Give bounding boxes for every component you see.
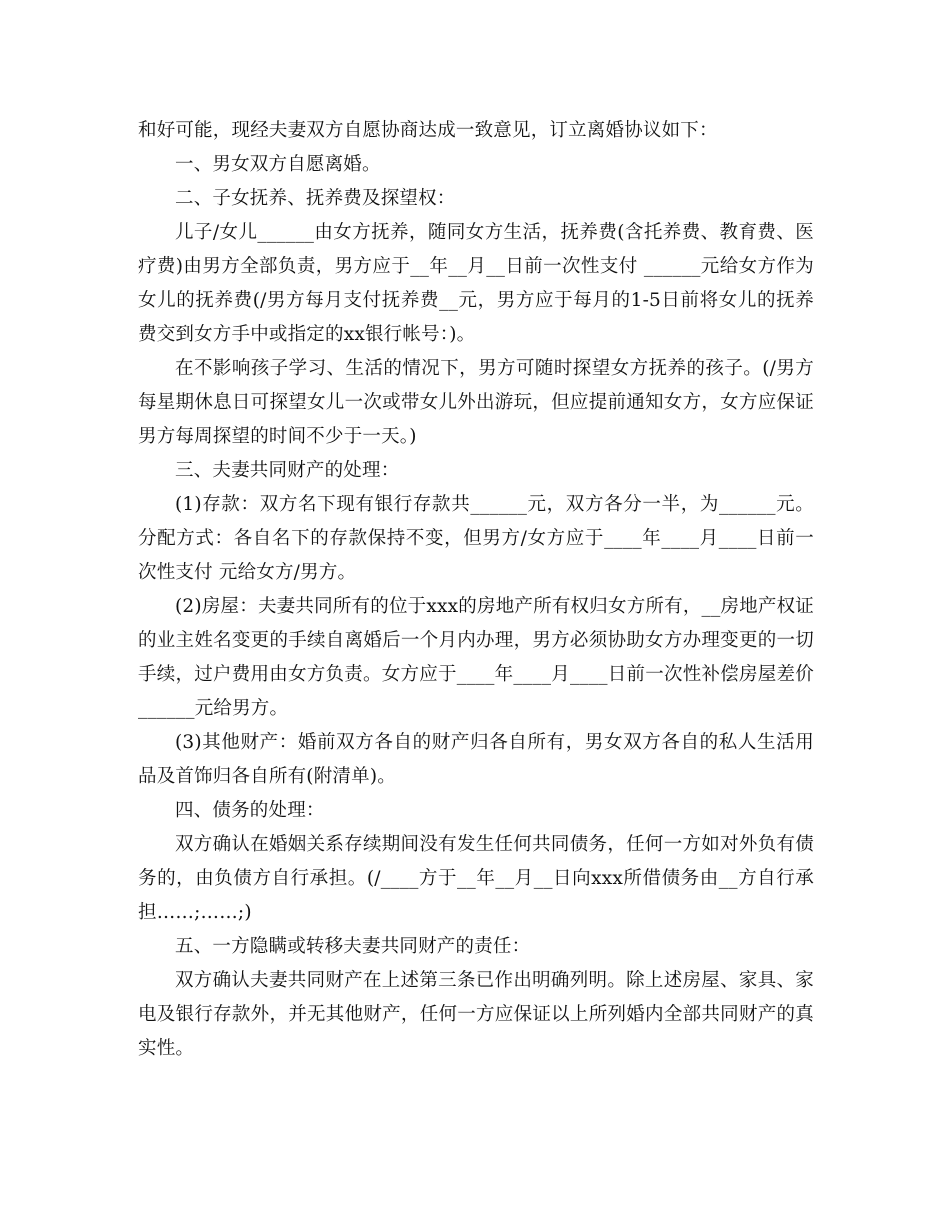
paragraph-other-property: (3)其他财产：婚前双方各自的财产归各自所有，男女双方各自的私人生活用品及首饰归各自所有(附清单)。 (138, 732, 814, 787)
paragraph-deposits: (1)存款：双方名下现有银行存款共______元，双方各分一半，为______元。分配方式：各自名下的存款保持不变，但男方/女方应于____年____月____日前一次性支付 元给女方/男方。 (138, 494, 814, 583)
document-body (138, 114, 814, 1066)
paragraph-visitation: 在不影响孩子学习、生活的情况下，男方可随时探望女方抚养的孩子。(/男方每星期休息日可探望女儿一次或带女儿外出游玩，但应提前通知女方，女方应保证男方每周探望的时间不少于一天。) (138, 358, 814, 447)
heading-section-3: 三、夫妻共同财产的处理： (175, 460, 400, 481)
heading-section-5: 五、一方隐瞒或转移夫妻共同财产的责任： (175, 936, 531, 957)
paragraph-housing: (2)房屋：夫妻共同所有的位于xxx的房地产所有权归女方所有，__房地产权证的业主姓名变更的手续自离婚后一个月内办理，男方必须协助女方办理变更的一切手续，过户费用由女方负责。女方应于____年____月____日前一次性补偿房屋差价______元给男方。 (138, 596, 814, 719)
paragraph-child-support: 儿子/女儿______由女方抚养，随同女方生活，抚养费(含托养费、教育费、医疗费)由男方全部负责，男方应于__年__月__日前一次性支付 ______元给女方作为女儿的抚养费(/男方每月支付抚养费__元，男方应于每月的1-5日前将女儿的抚养费交到女方手中或指定的xx银行帐号：)。 (138, 222, 814, 345)
heading-section-1: 一、男女双方自愿离婚。 (175, 154, 381, 175)
paragraph-concealment: 双方确认夫妻共同财产在上述第三条已作出明确列明。除上述房屋、家具、家电及银行存款外，并无其他财产，任何一方应保证以上所列婚内全部共同财产的真实性。 (138, 970, 814, 1059)
heading-section-4: 四、债务的处理： (175, 800, 325, 821)
paragraph-debts: 双方确认在婚姻关系存续期间没有发生任何共同债务，任何一方如对外负有债务的，由负债方自行承担。(/____方于__年__月__日向xxx所借债务由__方自行承担……;……;) (138, 834, 814, 923)
heading-section-2: 二、子女抚养、抚养费及探望权： (175, 188, 456, 209)
paragraph-intro: 和好可能，现经夫妻双方自愿协商达成一致意见，订立离婚协议如下： (138, 120, 718, 141)
